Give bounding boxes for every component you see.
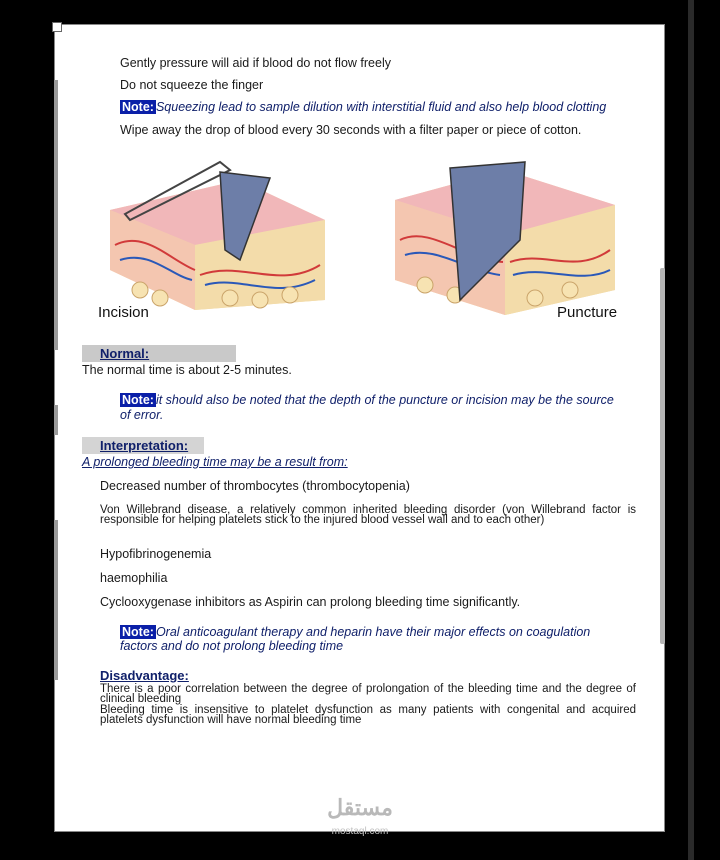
page-corner-mark <box>52 22 62 32</box>
list-item: Von Willebrand disease, a relatively common inherited bleeding disorder (von Willebrand factor is responsible for helping platelets stick to the injured blood vessel wall and to each other) <box>100 504 636 526</box>
screen-edge <box>688 0 694 860</box>
normal-text: The normal time is about 2-5 minutes. <box>82 363 292 377</box>
note-tag: Note: <box>122 393 154 407</box>
puncture-illustration <box>385 150 620 325</box>
scrollbar-thumb[interactable] <box>660 268 665 644</box>
interpretation-note <box>120 625 590 639</box>
interpretation-subheading: A prolonged bleeding time may be a result from: <box>82 455 348 469</box>
disadvantage-text: There is a poor correlation between the degree of prolongation of the bleeding time and the degree of clinical bleeding <box>100 683 636 705</box>
incision-label: Incision <box>98 304 149 321</box>
list-item: haemophilia <box>100 571 168 585</box>
watermark-logo: مستقل <box>327 795 393 820</box>
note-text: it should also be noted that the depth of the puncture or incision may be the source <box>155 393 614 407</box>
margin-change-bar <box>54 520 58 680</box>
list-item: Cyclooxygenase inhibitors as Aspirin can prolong bleeding time significantly. <box>100 595 521 609</box>
disadvantage-heading: Disadvantage: <box>100 668 189 683</box>
note-text-continued: of error. <box>120 408 164 422</box>
interpretation-heading: Interpretation: <box>82 437 204 454</box>
puncture-label: Puncture <box>557 304 618 321</box>
note-text-continued: factors and do not prolong bleeding time <box>120 639 344 653</box>
watermark-url: mostaql.com <box>331 826 389 837</box>
note-text: Oral anticoagulant therapy and heparin have their major effects on coagulation <box>155 625 591 639</box>
normal-note <box>120 393 614 407</box>
intro-line: Gently pressure will aid if blood do not flow freely <box>120 56 391 70</box>
intro-line: Do not squeeze the finger <box>120 78 264 92</box>
margin-change-bar <box>54 80 58 350</box>
note-tag: Note: <box>122 625 154 639</box>
list-item: Decreased number of thrombocytes (thrombocytopenia) <box>100 479 410 493</box>
list-item: Hypofibrinogenemia <box>100 547 212 561</box>
normal-heading: Normal: <box>82 345 236 362</box>
margin-change-bar <box>54 405 58 435</box>
intro-line: Wipe away the drop of blood every 30 seconds with a filter paper or piece of cotton. <box>120 123 582 137</box>
intro-note <box>120 100 606 114</box>
disadvantage-text: Bleeding time is insensitive to platelet dysfunction as many patients with congenital and acquired platelets dysfunction will have normal bleeding time <box>100 704 636 726</box>
incision-illustration <box>100 150 330 315</box>
note-text: Squeezing lead to sample dilution with interstitial fluid and also help blood clotting <box>155 100 607 114</box>
note-tag: Note: <box>122 100 154 114</box>
